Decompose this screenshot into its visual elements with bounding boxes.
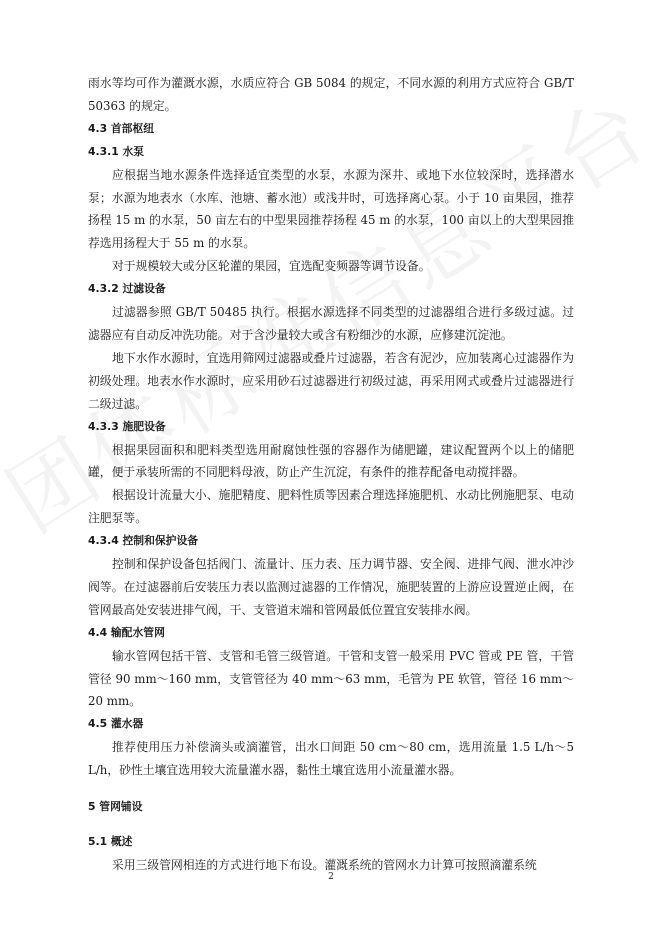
section-heading-4-3: 4.3 首部枢纽 [88, 121, 155, 135]
body-paragraph: 控制和保护设备包括阀门、流量计、压力表、压力调节器、安全阀、进排气阀、泄水冲沙阀等。在过滤器前后安装压力表以监测过滤器的工作情况，施肥装置的上游应设置逆止阀，在管网最高处安装进排气阀，干、支管道末端和管网最低位置宜安装排水阀。 [88, 557, 574, 617]
body-paragraph: 雨水等均可作为灌溉水源，水质应符合 GB 5084 的规定，不同水源的利用方式应符合 GB/T 50363 的规定。 [88, 76, 574, 113]
section-heading-4-3-1: 4.3.1 水泵 [88, 144, 145, 158]
chapter-heading-5: 5 管网铺设 [88, 800, 143, 814]
section-heading-4-5: 4.5 灌水器 [88, 717, 144, 731]
body-paragraph: 过滤器参照 GB/T 50485 执行。根据水源选择不同类型的过滤器组合进行多级过滤。过滤器应有自动反冲洗功能。对于含沙量较大或含有粉细沙的水源，应修建沉淀池。 [88, 305, 574, 342]
body-paragraph: 根据果园面积和肥料类型选用耐腐蚀性强的容器作为储肥罐，建议配置两个以上的储肥罐，便于承装所需的不同肥料母液，防止产生沉淀，有条件的推荐配备电动搅拌器。 [88, 442, 574, 480]
section-heading-4-3-4: 4.3.4 控制和保护设备 [88, 534, 199, 548]
page-number: 2 [328, 872, 334, 882]
body-paragraph: 对于规模较大或分区轮灌的果园，宜选配变频器等调节设备。 [112, 259, 431, 274]
body-paragraph: 输水管网包括干管、支管和毛管三级管道。干管和支管一般采用 PVC 管或 PE 管，干管管径 90 mm～160 mm，支管管径为 40 mm～63 mm，毛管为 PE 软管，管径 16 mm～20 mm。 [88, 648, 574, 709]
body-paragraph: 采用三级管网相连的方式进行地下布设。灌溉系统的管网水力计算可按照滴灌系统 [112, 857, 537, 872]
section-heading-5-1: 5.1 概述 [88, 835, 133, 848]
section-heading-4-3-3: 4.3.3 施肥设备 [88, 419, 166, 433]
body-paragraph: 推荐使用压力补偿滴头或滴灌管，出水口间距 50 cm～80 cm，选用流量 1.5 L/h～5 L/h，砂性土壤宜选用较大流量灌水器，黏性土壤宜选用小流量灌水器。 [88, 740, 574, 778]
section-heading-4-3-2: 4.3.2 过滤设备 [88, 282, 166, 296]
body-paragraph: 根据设计流量大小、施肥精度、肥料性质等因素合理选择施肥机、水动比例施肥泵、电动注肥泵等。 [88, 488, 574, 526]
section-heading-4-4: 4.4 输配水管网 [88, 625, 165, 639]
document-body [88, 72, 574, 877]
body-paragraph: 地下水作水源时，宜选用筛网过滤器或叠片过滤器，若含有泥沙，应加装离心过滤器作为初级处理。地表水作水源时，应采用砂石过滤器进行初级过滤，再采用网式或叠片过滤器进行二级过滤。 [88, 350, 574, 411]
body-paragraph: 应根据当地水源条件选择适宜类型的水泵，水源为深井、或地下水位较深时，选择潜水泵；水源为地表水（水库、池塘、蓄水池）或浅井时，可选择离心泵。小于 10 亩果园，推荐扬程 15 m 的水泵，50 亩左右的中型果园推荐扬程 45 m 的水泵，100 亩以上的大型果园推荐选用扬程大于 55 m 的水泵。 [88, 167, 574, 251]
